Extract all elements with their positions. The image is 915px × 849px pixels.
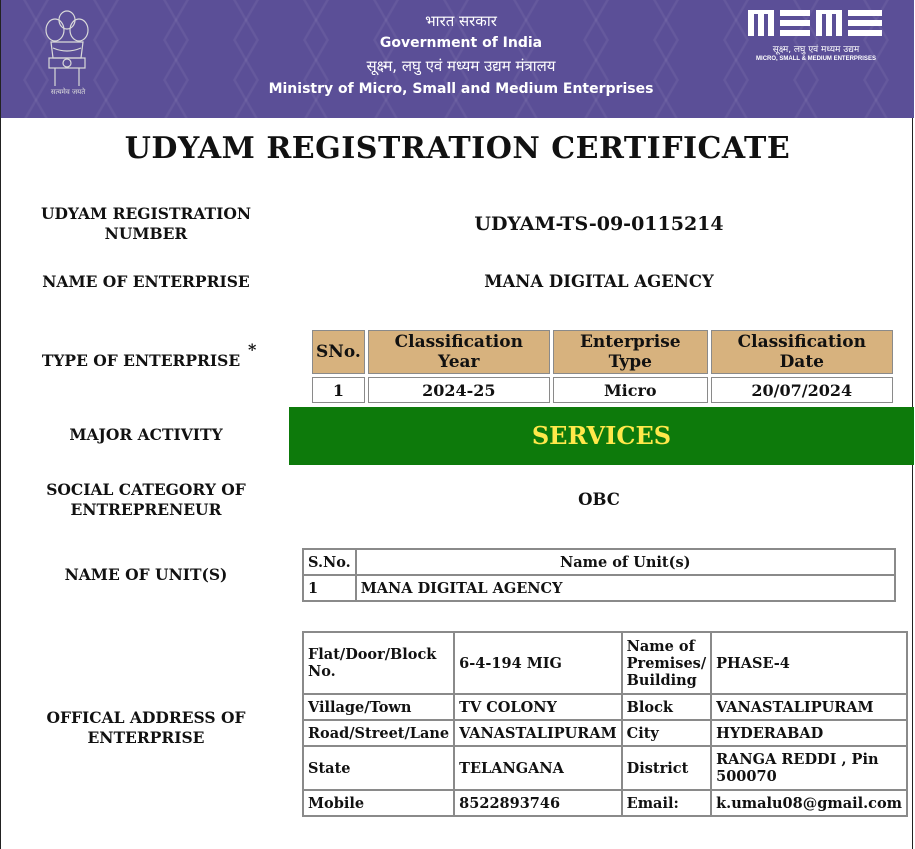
certificate-title: UDYAM REGISTRATION CERTIFICATE	[124, 131, 791, 166]
address-table	[302, 631, 908, 817]
header-classification-date: Classification Date	[711, 330, 893, 374]
address-cell-value: PHASE-4	[711, 632, 907, 694]
address-cell-label: Mobile	[303, 790, 454, 816]
address-cell-label: District	[622, 746, 711, 790]
header-classification-year: Classification Year	[368, 330, 550, 374]
address-cell-label: Name of Premises/ Building	[622, 632, 711, 694]
emblem-caption: सत्यमेव जयते	[50, 88, 86, 96]
address-cell-value: 6-4-194 MIG	[454, 632, 621, 694]
address-cell-label: Email:	[622, 790, 711, 816]
hindi-ministry-text: सूक्ष्म, लघु एवं मध्यम उद्यम मंत्रालय	[366, 57, 556, 75]
address-cell-value: TELANGANA	[454, 746, 621, 790]
social-category-label: SOCIAL CATEGORY OF ENTREPRENEUR	[46, 480, 246, 519]
asterisk-mark: *	[248, 340, 257, 359]
cell-classification-year: 2024-25	[368, 377, 550, 403]
major-activity-label: MAJOR ACTIVITY	[69, 425, 223, 444]
address-cell-label: Village/Town	[303, 694, 454, 720]
header-banner	[1, 0, 914, 118]
registration-number-value: UDYAM-TS-09-0115214	[474, 213, 724, 235]
header-sno: SNo.	[312, 330, 365, 374]
address-row	[303, 720, 907, 746]
address-row	[303, 746, 907, 790]
enterprise-type-label: TYPE OF ENTERPRISE	[41, 351, 241, 370]
units-table	[302, 548, 896, 602]
address-cell-label: Flat/Door/Block No.	[303, 632, 454, 694]
address-cell-label: City	[622, 720, 711, 746]
address-row	[303, 632, 907, 694]
address-cell-value: RANGA REDDI , Pin 500070	[711, 746, 907, 790]
address-row	[303, 694, 907, 720]
units-header-name: Name of Unit(s)	[356, 549, 895, 575]
address-cell-value: TV COLONY	[454, 694, 621, 720]
email-value: k.umalu08@gmail.com	[711, 790, 907, 816]
address-label: OFFICAL ADDRESS OF ENTERPRISE	[46, 708, 246, 747]
cell-enterprise-type: Micro	[553, 377, 708, 403]
classification-header-row	[312, 330, 893, 374]
government-of-india-text: Government of India	[379, 35, 543, 51]
address-cell-value: 8522893746	[454, 790, 621, 816]
social-category-value: OBC	[578, 490, 620, 509]
address-row	[303, 790, 907, 816]
units-data-row	[303, 575, 895, 601]
cell-classification-date: 20/07/2024	[711, 377, 893, 403]
units-cell-name: MANA DIGITAL AGENCY	[356, 575, 895, 601]
classification-table	[309, 327, 896, 406]
major-activity-value: SERVICES	[289, 407, 914, 465]
ministry-name-text: Ministry of Micro, Small and Medium Enterprises	[268, 81, 654, 97]
address-cell-label: Block	[622, 694, 711, 720]
registration-number-label: UDYAM REGISTRATION NUMBER	[40, 204, 252, 243]
address-cell-label: Road/Street/Lane	[303, 720, 454, 746]
msme-logo-hindi-text: सूक्ष्म, लघु एवं मध्यम उद्यम	[772, 45, 860, 55]
address-cell-value: HYDERABAD	[711, 720, 907, 746]
classification-data-row	[312, 377, 893, 403]
units-header-sno: S.No.	[303, 549, 356, 575]
cell-sno: 1	[312, 377, 365, 403]
units-label: NAME OF UNIT(S)	[64, 565, 228, 584]
units-header-row	[303, 549, 895, 575]
address-cell-value: VANASTALIPURAM	[711, 694, 907, 720]
banner-text	[251, 10, 671, 100]
hindi-government-text: भारत सरकार	[425, 12, 497, 30]
address-cell-value: VANASTALIPURAM	[454, 720, 621, 746]
national-emblem-icon	[41, 8, 93, 94]
header-enterprise-type: Enterprise Type	[553, 330, 708, 374]
msme-logo-english-text: MICRO, SMALL & MEDIUM ENTERPRISES	[756, 56, 876, 62]
msme-logo-icon	[746, 8, 886, 38]
enterprise-name-label: NAME OF ENTERPRISE	[42, 272, 250, 291]
address-cell-label: State	[303, 746, 454, 790]
units-cell-sno: 1	[303, 575, 356, 601]
enterprise-name-value: MANA DIGITAL AGENCY	[484, 272, 714, 291]
